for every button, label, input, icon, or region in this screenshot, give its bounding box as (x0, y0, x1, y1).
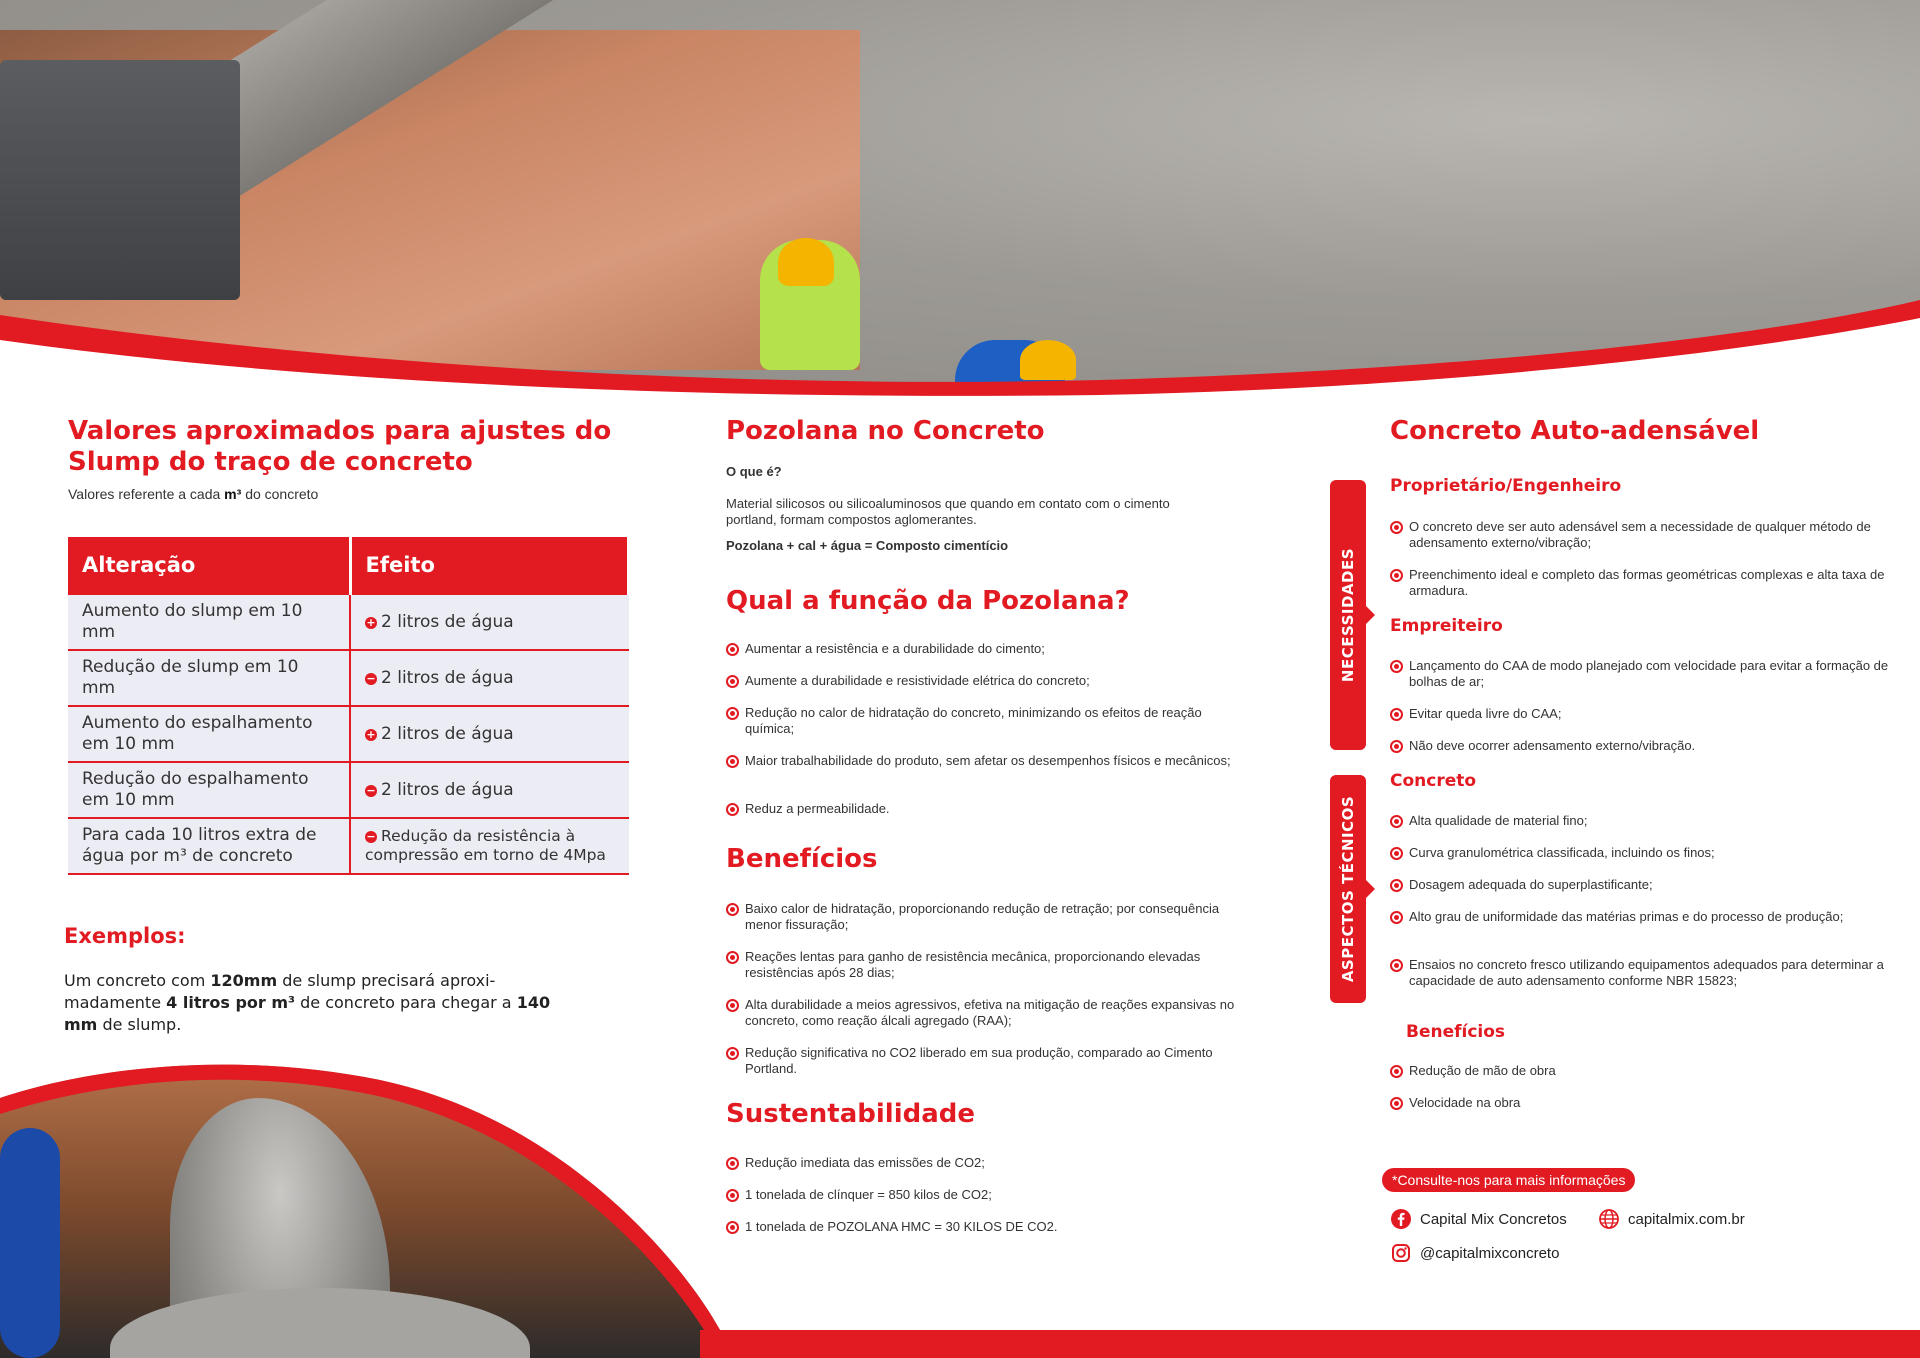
bullet-icon (726, 1189, 739, 1202)
bullet-icon (726, 999, 739, 1012)
list-item: Curva granulométrica classificada, incluindo os finos; (1390, 845, 1890, 861)
list-item: Alto grau de uniformidade das matérias primas e do processo de produção; (1390, 909, 1890, 925)
instagram-contact[interactable]: @capitalmixconcreto (1390, 1242, 1559, 1264)
contractor-title: Empreiteiro (1390, 616, 1503, 636)
footer-bar (700, 1330, 1920, 1358)
list-item: 1 tonelada de POZOLANA HMC = 30 KILOS DE CO2. (726, 1219, 1246, 1235)
concrete-title: Concreto (1390, 771, 1477, 791)
bullet-icon (1390, 1065, 1403, 1078)
bullet-icon (1390, 521, 1403, 534)
minus-icon: − (366, 830, 376, 843)
table-row: Aumento do slump em 10 mm + 2 litros de água (68, 594, 629, 650)
function-title: Qual a função da Pozolana? (726, 586, 1130, 616)
table-row: Para cada 10 litros extra de água por m³ de concreto − Redução da resistência à compressão em torno de 4Mpa (68, 818, 629, 874)
slump-table (68, 537, 630, 875)
hero-photo (0, 0, 1920, 400)
bullet-icon (1390, 959, 1403, 972)
bullet-icon (726, 951, 739, 964)
hero-truck (0, 60, 240, 300)
bullet-icon (726, 643, 739, 656)
list-item: Baixo calor de hidratação, proporcionando redução de retração; por consequência menor fissuração; (726, 901, 1246, 933)
list-item: Redução imediata das emissões de CO2; (726, 1155, 1246, 1171)
hero-red-wave (0, 300, 1920, 400)
list-item: Preenchimento ideal e completo das formas geométricas complexas e alta taxa de armadura. (1390, 567, 1890, 599)
list-item: Não deve ocorrer adensamento externo/vibração. (1390, 738, 1890, 754)
tech-tab: ASPECTOS TÉCNICOS (1330, 775, 1366, 1003)
hero-hardhat (778, 238, 834, 286)
list-item: Redução no calor de hidratação do concreto, minimizando os efeitos de reação química; (726, 705, 1246, 737)
list-item: Velocidade na obra (1390, 1095, 1890, 1111)
list-item: Aumentar a resistência e a durabilidade do cimento; (726, 641, 1246, 657)
bullet-icon (1390, 815, 1403, 828)
minus-icon: − (366, 783, 376, 797)
list-item: Reduz a permeabilidade. (726, 801, 1246, 817)
table-row: Redução do espalhamento em 10 mm − 2 litros de água (68, 762, 629, 818)
slump-subtitle: Valores referente a cada m³ do concreto (68, 486, 319, 502)
table-row: Aumento do espalhamento em 10 mm + 2 litros de água (68, 706, 629, 762)
what-text: Material silicosos ou silicoaluminosos que quando em contato com o cimento portland, formam compostos aglomerantes. (726, 496, 1170, 527)
mixer-photo (0, 1058, 720, 1358)
table-header-efeito: Efeito (350, 537, 629, 594)
owner-title: Proprietário/Engenheiro (1390, 476, 1622, 496)
bullet-icon (1390, 740, 1403, 753)
list-item: Alta qualidade de material fino; (1390, 813, 1890, 829)
caa-title: Concreto Auto-adensável (1390, 416, 1760, 446)
pozolana-section (726, 416, 1246, 554)
list-item: Maior trabalhabilidade do produto, sem afetar os desempenhos físicos e mecânicos; (726, 753, 1246, 769)
list-item: Redução significativa no CO2 liberado em sua produção, comparado ao Cimento Portland. (726, 1045, 1246, 1077)
bullet-icon (726, 803, 739, 816)
function-list (726, 641, 1246, 657)
bullet-icon (1390, 847, 1403, 860)
contact-cta: *Consulte-nos para mais informações (1382, 1168, 1635, 1192)
list-item: Lançamento do CAA de modo planejado com velocidade para evitar a formação de bolhas de ar; (1390, 658, 1890, 690)
list-item: 1 tonelada de clínquer = 850 kilos de CO2; (726, 1187, 1246, 1203)
globe-icon (1598, 1208, 1620, 1230)
list-item: Aumente a durabilidade e resistividade elétrica do concreto; (726, 673, 1246, 689)
table-row: Redução de slump em 10 mm − 2 litros de água (68, 650, 629, 706)
slump-section (68, 416, 638, 502)
bullet-icon (1390, 569, 1403, 582)
bullet-icon (1390, 911, 1403, 924)
facebook-icon (1390, 1208, 1412, 1230)
website-contact[interactable]: capitalmix.com.br (1598, 1208, 1745, 1230)
photo-red-wave (0, 1058, 720, 1358)
list-item: Alta durabilidade a meios agressivos, efetiva na mitigação de reações expansivas no concreto, como reação álcali agregado (RAA); (726, 997, 1246, 1029)
pozolana-title: Pozolana no Concreto (726, 416, 1045, 446)
caa-benefits-title: Benefícios (1406, 1022, 1506, 1042)
instagram-icon (1390, 1242, 1412, 1264)
bullet-icon (1390, 708, 1403, 721)
facebook-contact[interactable]: Capital Mix Concretos (1390, 1208, 1567, 1230)
bullet-icon (1390, 660, 1403, 673)
list-item: Redução de mão de obra (1390, 1063, 1890, 1079)
bullet-icon (726, 707, 739, 720)
bullet-icon (1390, 879, 1403, 892)
bullet-icon (726, 1047, 739, 1060)
table-header-alteracao: Alteração (68, 537, 350, 594)
bullet-icon (726, 755, 739, 768)
plus-icon: + (366, 727, 376, 741)
list-item: O concreto deve ser auto adensável sem a necessidade de qualquer método de adensamento externo/vibração; (1390, 519, 1890, 551)
minus-icon: − (366, 671, 376, 685)
bullet-icon (1390, 1097, 1403, 1110)
list-item: Ensaios no concreto fresco utilizando equipamentos adequados para determinar a capacidade de auto adensamento conforme NBR 15823; (1390, 957, 1890, 989)
formula: Pozolana + cal + água = Composto cimentício (726, 538, 1009, 553)
needs-tab: NECESSIDADES (1330, 480, 1366, 750)
list-item: Dosagem adequada do superplastificante; (1390, 877, 1890, 893)
bullet-icon (726, 1157, 739, 1170)
what-label: O que é? (726, 464, 782, 479)
slump-title: Valores aproximados para ajustes do Slump do traço de concreto (68, 416, 612, 477)
bullet-icon (726, 1221, 739, 1234)
bullet-icon (726, 675, 739, 688)
plus-icon: + (366, 615, 376, 629)
list-item: Evitar queda livre do CAA; (1390, 706, 1890, 722)
list-item: Reações lentas para ganho de resistência mecânica, proporcionando elevadas resistências após 28 dias; (726, 949, 1246, 981)
examples-title: Exemplos: (64, 924, 186, 948)
sustain-title: Sustentabilidade (726, 1099, 976, 1129)
bullet-icon (726, 903, 739, 916)
pozolana-benefits-title: Benefícios (726, 844, 878, 874)
example-paragraph: Um concreto com 120mm de slump precisará aproxi-madamente 4 litros por m³ de concreto para chegar a 140 mm de slump. (64, 971, 551, 1034)
function-section (726, 586, 1246, 617)
